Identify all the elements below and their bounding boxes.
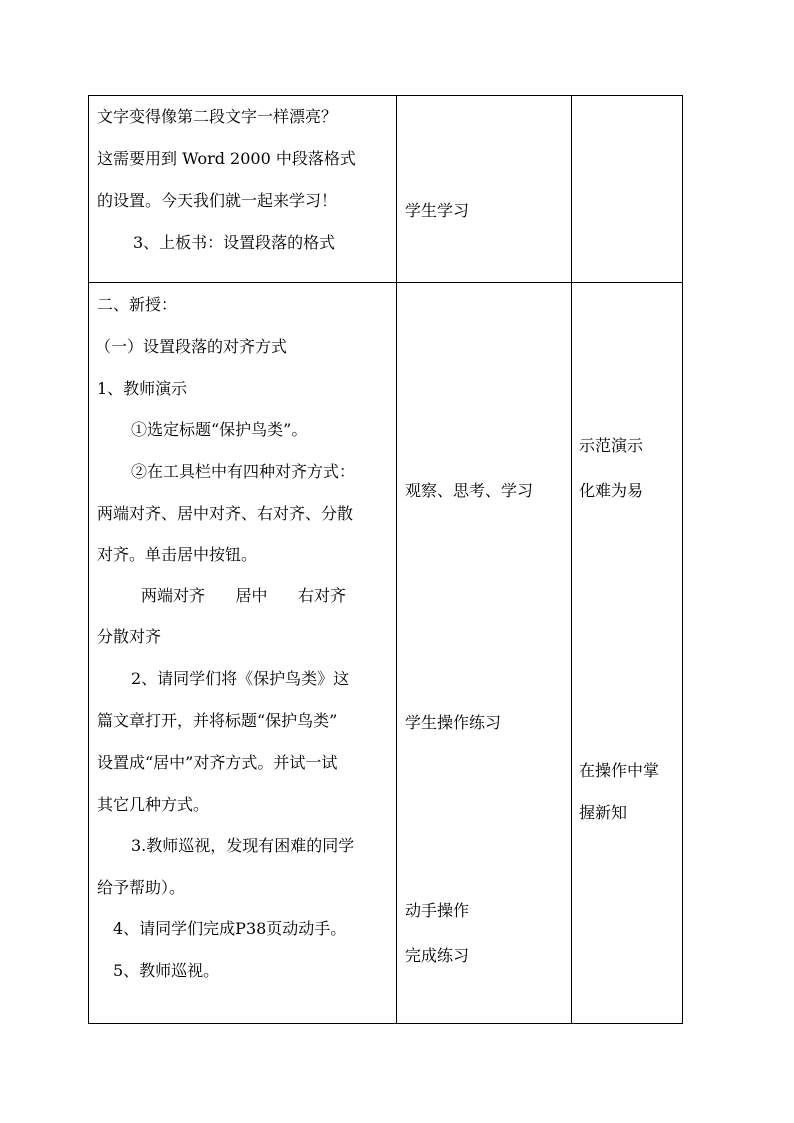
- row-divider: [89, 282, 682, 283]
- row1-col1-line-2: 这需要用到 Word 2000 中段落格式: [97, 149, 356, 168]
- row2-col1-line-12: 设置成“居中”对齐方式。并试一试: [97, 753, 338, 772]
- row2-col3-line-3: 在操作中掌: [579, 761, 660, 780]
- row2-col1-line-17: 5、教师巡视。: [113, 961, 220, 980]
- row2-col1-line-3: 1、教师演示: [97, 379, 188, 398]
- column-divider-1: [396, 96, 397, 1023]
- row2-col1-line-10: 2、请同学们将《保护鸟类》这: [131, 669, 350, 688]
- row1-col2-text: 学生学习: [405, 201, 470, 220]
- row2-col1-line-13: 其它几种方式。: [97, 795, 210, 814]
- row2-col1-line-11: 篇文章打开，并将标题“保护鸟类”: [97, 711, 338, 730]
- row2-col1-line-7: 对齐。单击居中按钮。: [97, 545, 258, 564]
- row2-col3-line-4: 握新知: [579, 803, 628, 822]
- row1-col1-line-3: 的设置。今天我们就一起来学习！: [97, 191, 338, 210]
- row2-col3-line-2: 化难为易: [579, 481, 644, 500]
- row2-col2-line-2: 学生操作练习: [405, 713, 502, 732]
- row1-col1-line-1: 文字变得像第二段文字一样漂亮？: [97, 107, 338, 126]
- row1-col1-line-4: 3、上板书：设置段落的格式: [133, 233, 336, 252]
- row2-col1-line-1: 二、新授：: [97, 295, 178, 314]
- row2-col1-line-16: 4、请同学们完成P38页动动手。: [113, 919, 347, 938]
- row2-col1-line-15: 给予帮助）。: [97, 878, 186, 897]
- row2-col1-line-5: ②在工具栏中有四种对齐方式：: [131, 462, 356, 481]
- row2-col1-line-9: 分散对齐: [97, 627, 162, 646]
- row2-col2-line-1: 观察、思考、学习: [405, 481, 534, 500]
- row2-col1-line-6: 两端对齐、居中对齐、右对齐、分散: [97, 504, 354, 523]
- row2-col1-line-14: 3.教师巡视，发现有困难的同学: [131, 836, 355, 855]
- row2-col1-line-8: 两端对齐 居中 右对齐: [141, 586, 347, 605]
- row2-col3-line-1: 示范演示: [579, 436, 644, 455]
- row2-col1-line-4: ①选定标题“保护鸟类”。: [131, 420, 308, 439]
- column-divider-2: [571, 96, 572, 1023]
- lesson-table: [88, 95, 683, 1024]
- row2-col2-line-3: 动手操作: [405, 901, 470, 920]
- row2-col1-line-2: （一）设置段落的对齐方式: [95, 337, 288, 356]
- row2-col2-line-4: 完成练习: [405, 946, 470, 965]
